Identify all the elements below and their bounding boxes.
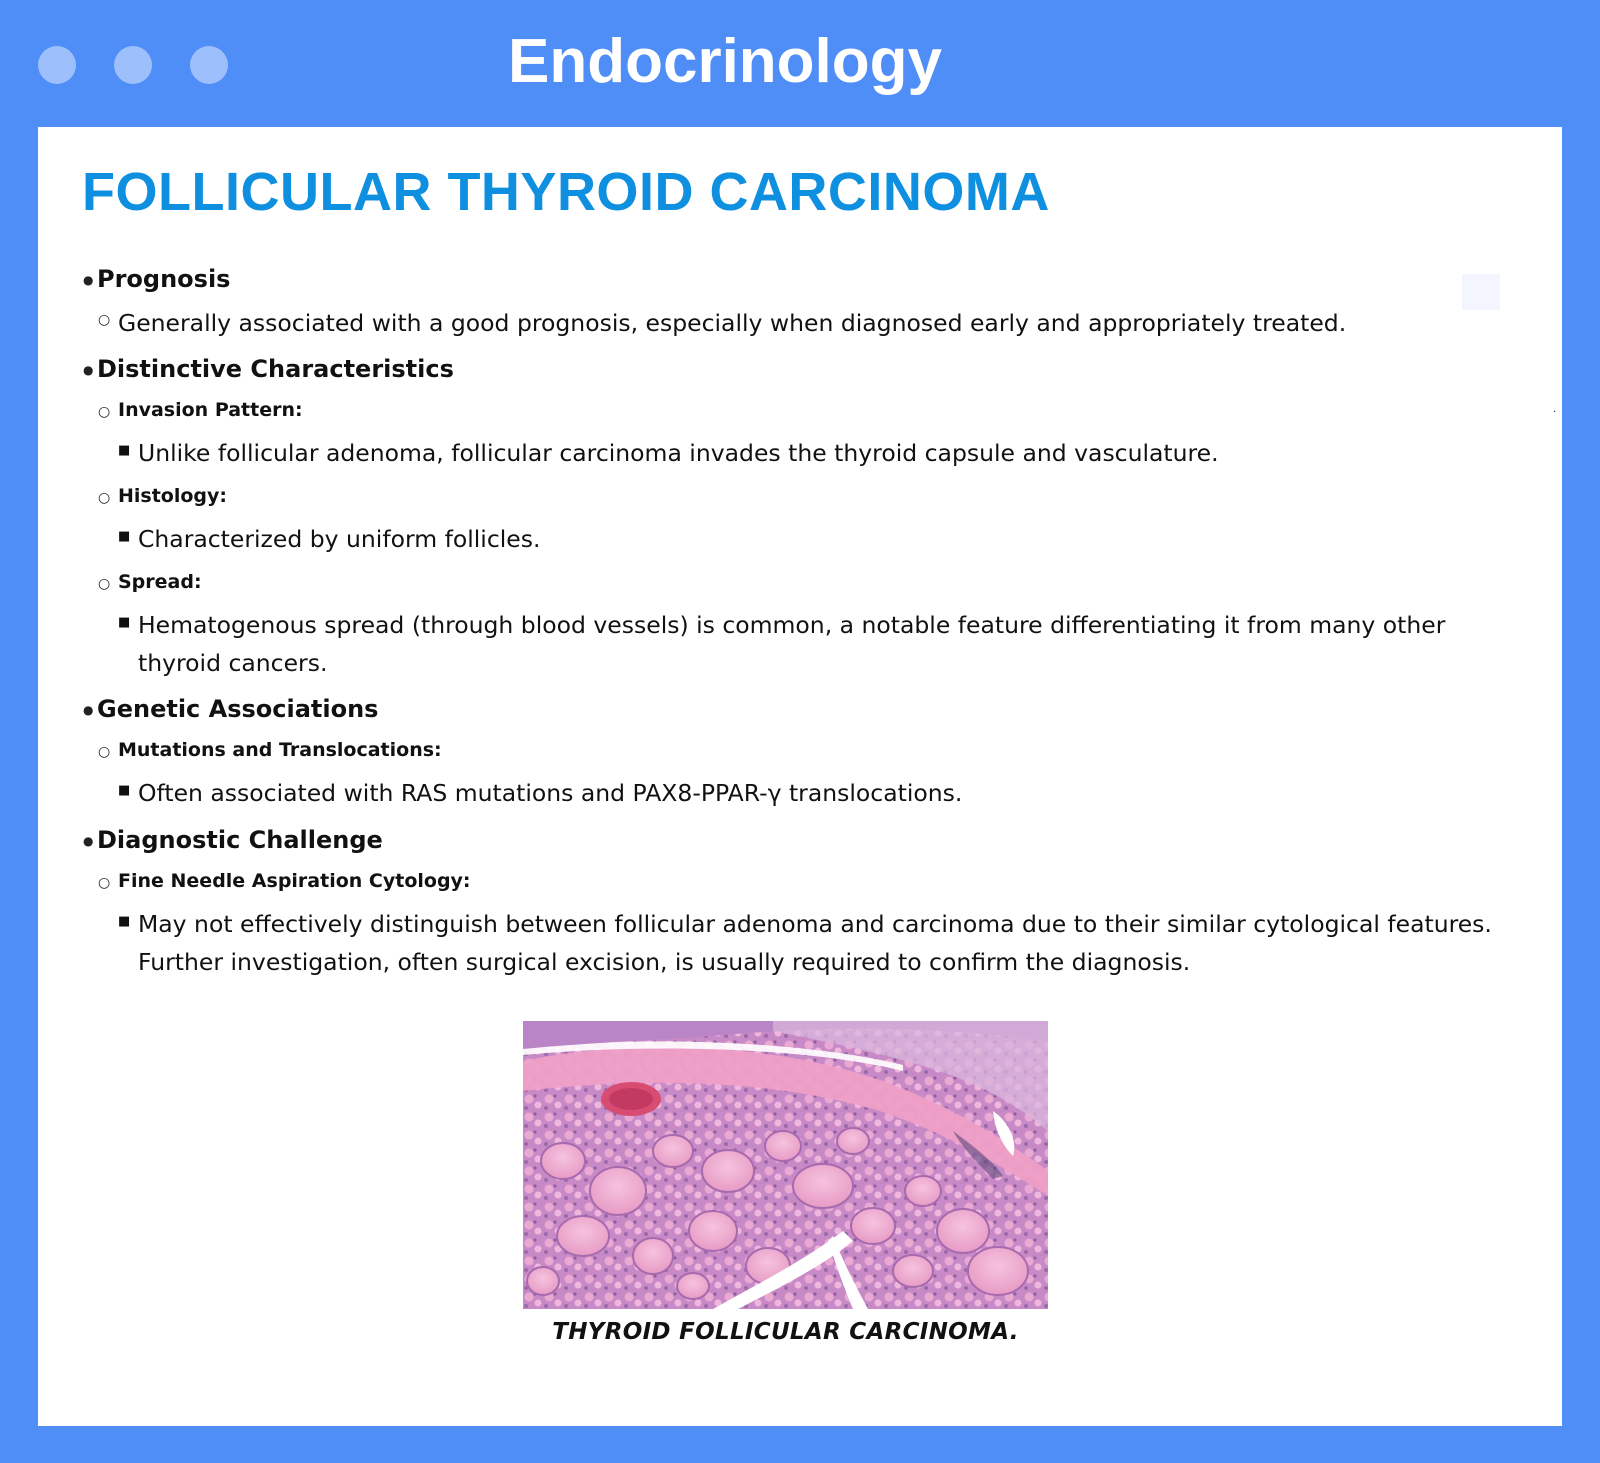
edge-mark: ·	[1553, 407, 1557, 418]
bullet-disc-icon: ●	[83, 363, 94, 377]
outline-detail-spread	[118, 606, 1445, 645]
bullet-square-icon: ■	[118, 615, 131, 630]
bullet-disc-icon: ●	[83, 703, 94, 717]
outline-detail-mutations	[118, 774, 962, 813]
outline-subitem-invasion	[98, 396, 303, 424]
bullet-circle-icon: ○	[98, 875, 111, 891]
outline-subitem-histology	[98, 482, 227, 510]
title-bar	[0, 0, 1600, 127]
fna-label: Fine Needle Aspiration Cytology:	[118, 870, 471, 892]
bullet-circle-icon: ○	[98, 744, 111, 760]
heading-distinctive: Distinctive Characteristics	[97, 355, 454, 383]
page-title: FOLLICULAR THYROID CARCINOMA	[82, 162, 1050, 222]
histology-text: Characterized by uniform follicles.	[138, 525, 541, 553]
outline-item-prognosis	[83, 263, 230, 295]
outline-subitem-prognosis	[98, 304, 1346, 343]
outline-detail-fna	[118, 905, 1492, 944]
document-panel	[38, 127, 1562, 1426]
bullet-disc-icon: ●	[83, 273, 94, 287]
spread-label: Spread:	[118, 571, 202, 593]
invasion-text: Unlike follicular adenoma, follicular carcinoma invades the thyroid capsule and vasculature.	[138, 439, 1219, 467]
outline-detail-invasion	[118, 434, 1219, 473]
outline-item-genetic	[83, 693, 378, 725]
histology-label: Histology:	[118, 485, 228, 507]
histology-micrograph-image	[523, 1021, 1048, 1309]
fna-text-line-1: May not effectively distinguish between follicular adenoma and carcinoma due to their similar cytological features.	[138, 910, 1492, 938]
spread-text-line-1: Hematogenous spread (through blood vessels) is common, a notable feature differentiating it from many other	[138, 611, 1446, 639]
bullet-circle-icon: ○	[98, 576, 111, 592]
bullet-square-icon: ■	[118, 783, 131, 798]
invasion-label: Invasion Pattern:	[118, 399, 303, 421]
prognosis-text: Generally associated with a good prognosis, especially when diagnosed early and appropriately treated.	[118, 309, 1347, 337]
spread-text-line-2: thyroid cancers.	[138, 649, 328, 677]
figure-caption: THYROID FOLLICULAR CARCINOMA.	[552, 1319, 1019, 1345]
outline-subitem-spread	[98, 568, 202, 596]
mutations-label: Mutations and Translocations:	[118, 739, 442, 761]
bullet-circle-icon: ○	[98, 490, 111, 506]
heading-genetic: Genetic Associations	[97, 695, 379, 723]
bullet-circle-icon: ○	[98, 312, 111, 328]
outline-item-diagnostic	[83, 824, 383, 856]
bullet-square-icon: ■	[118, 443, 131, 458]
outline-subitem-mutations	[98, 736, 442, 764]
bullet-circle-icon: ○	[98, 404, 111, 420]
outline-detail-fna-cont	[138, 943, 1190, 982]
heading-diagnostic: Diagnostic Challenge	[97, 826, 383, 854]
app-title: Endocrinology	[508, 27, 942, 96]
faint-edit-chip[interactable]	[1462, 274, 1500, 310]
fna-text-line-2: Further investigation, often surgical excision, is usually required to confirm the diagnosis.	[138, 948, 1191, 976]
outline-item-distinctive	[83, 353, 454, 385]
histology-figure	[523, 1021, 1048, 1345]
outline-detail-histology	[118, 520, 540, 559]
bullet-square-icon: ■	[118, 529, 131, 544]
outline-detail-spread-cont	[138, 644, 327, 683]
outline-subitem-fna	[98, 867, 471, 895]
heading-prognosis: Prognosis	[97, 265, 231, 293]
mutations-text: Often associated with RAS mutations and PAX8-PPAR-γ translocations.	[138, 779, 963, 807]
bullet-square-icon: ■	[118, 914, 131, 929]
bullet-disc-icon: ●	[83, 834, 94, 848]
